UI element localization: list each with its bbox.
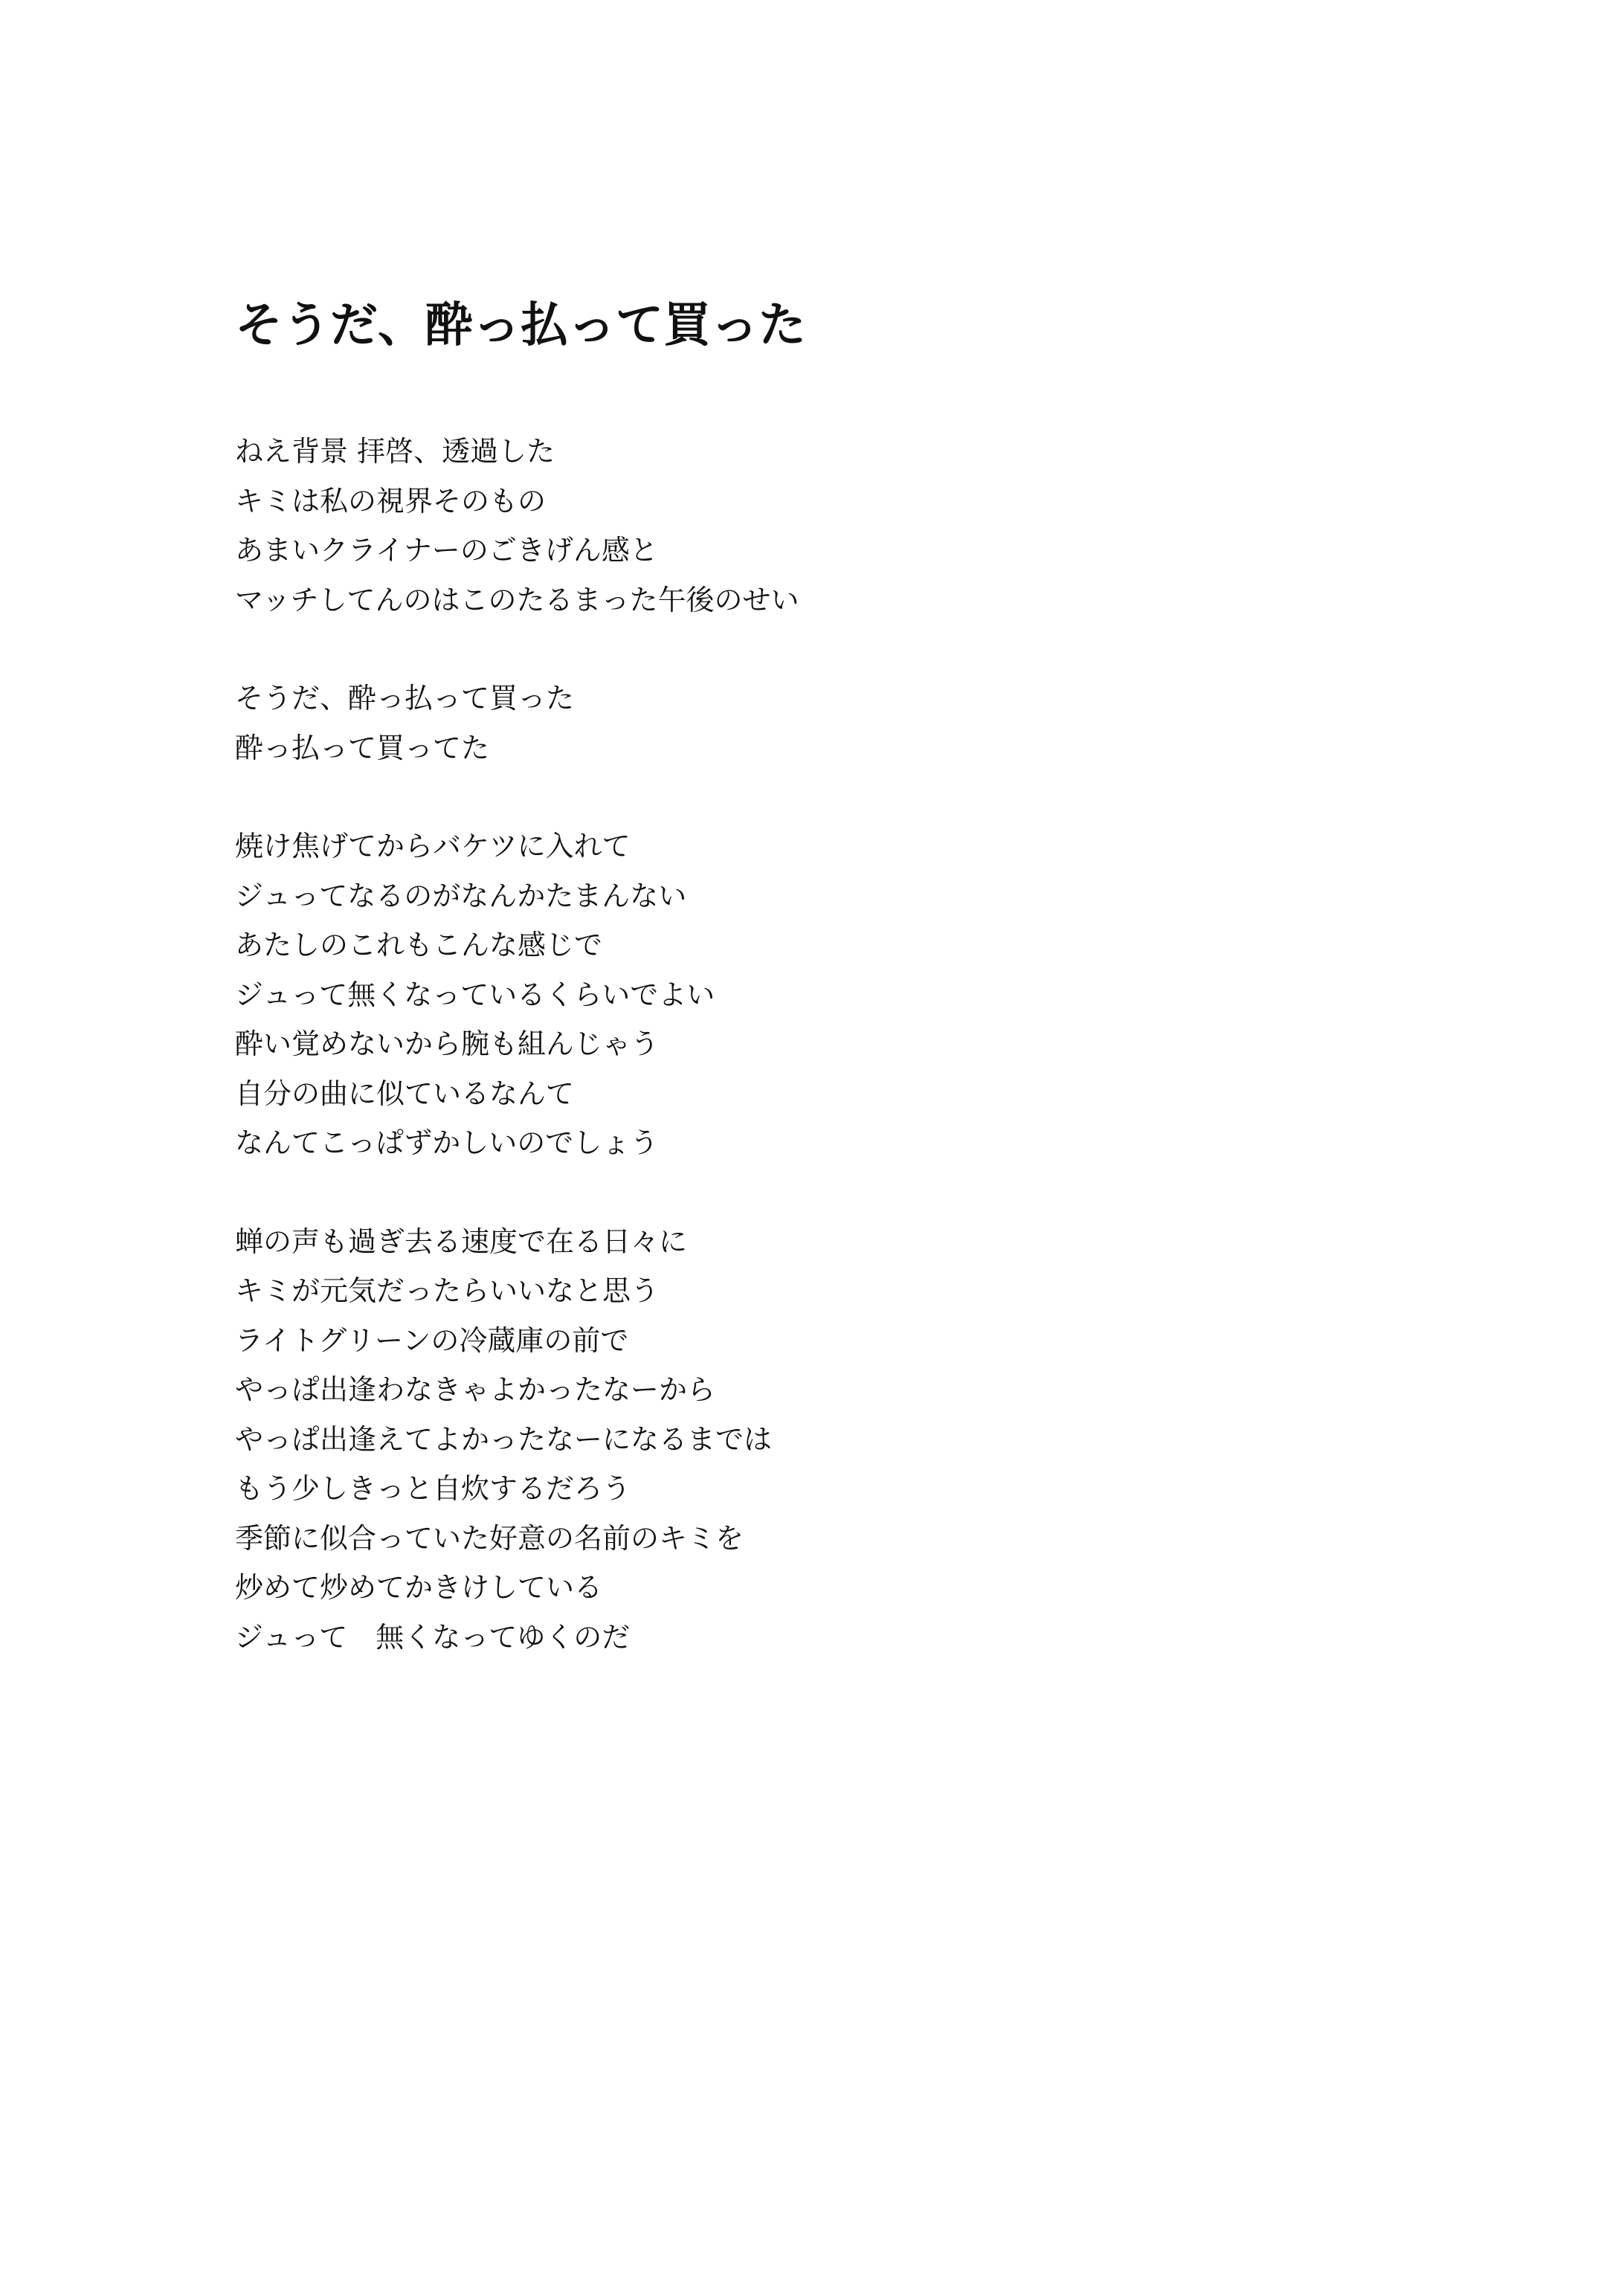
stanza-3 — [235, 822, 1499, 1168]
lyric-line: マッチしてんのはこのたるまった午後のせい — [235, 583, 799, 616]
lyric-line: やっぱ出逢えてよかったなーになるまでは — [235, 1422, 773, 1456]
lyric-line: なんてこっぱずかしいのでしょう — [235, 1126, 659, 1159]
lyric-line: もう少しきっと自炊するだろう — [235, 1472, 631, 1505]
lyric-line: やっぱ出逢わなきゃよかったなーから — [235, 1373, 716, 1406]
stanza-1 — [235, 427, 1499, 625]
lyric-line: あまいクライナーのごきげん感と — [235, 534, 658, 567]
lyric-line: 酔い覚めないから腕も組んじゃう — [235, 1028, 660, 1060]
lyric-line: 自分の曲に似ているなんて — [235, 1077, 575, 1110]
lyric-line: ねえ背景 拝啓、透過した — [235, 435, 555, 468]
lyric-line: ジュってなるのがなんかたまんない — [235, 879, 687, 912]
lyric-line: ライトグリーンの冷蔵庫の前で — [235, 1323, 629, 1357]
lyric-line: ジュって 無くなってゆくのだ — [235, 1620, 631, 1654]
lyric-line: キミは私の視界そのもの — [235, 484, 547, 517]
lyric-line: 蝉の声も過ぎ去る速度で在る日々に — [235, 1225, 688, 1258]
lyric-line: キミが元気だったらいいなと思う — [235, 1274, 660, 1307]
song-title: そうだ、酔っ払って買った — [235, 298, 806, 353]
lyric-line: 季節に似合っていた好意の名前のキミを — [235, 1521, 744, 1555]
lyric-line: 炒めて炒めてかきけしている — [235, 1571, 603, 1604]
lyric-line: 酔っ払って買ってた — [235, 731, 490, 764]
lyric-line: そうだ、酔っ払って買った — [235, 682, 575, 715]
stanza-2 — [235, 674, 1499, 773]
lyric-line: あたしのこれもこんな感じで — [235, 929, 603, 961]
stanza-4 — [235, 1217, 1499, 1663]
lyric-line: 焼け焦げてからバケツに入れて — [235, 830, 631, 862]
lyric-line: ジュって無くなっているくらいでよい — [235, 978, 715, 1011]
lyrics-body — [235, 427, 1499, 1711]
